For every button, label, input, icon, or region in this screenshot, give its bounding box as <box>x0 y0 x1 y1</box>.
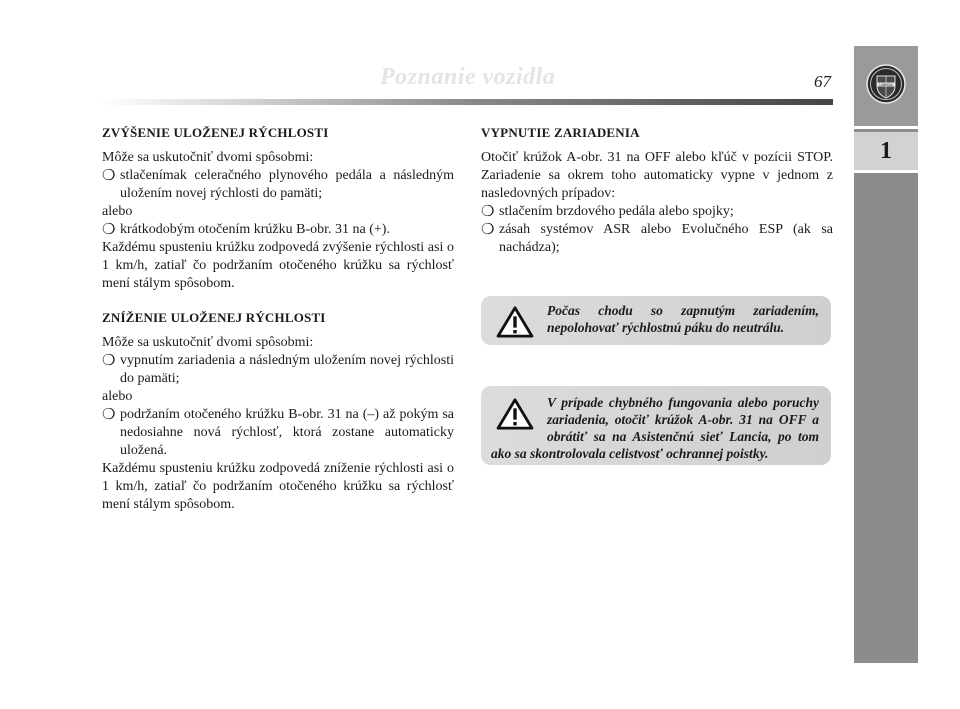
warning-box <box>481 296 831 345</box>
section-heading-decrease-speed: ZNÍŽENIE ULOŽENEJ RÝCHLOSTI <box>102 310 326 325</box>
list-item: ❍ zásah systémov ASR alebo Evolučného ESP (ak sa nachádza); <box>481 222 833 255</box>
section-outro: Každému spusteniu krúžku zodpovedá zníženie rýchlosti asi o 1 km/h, zatiaľ čo podržaním otočeného krúžku sa rýchlosť mení stálym spôsobom. <box>102 461 454 512</box>
list-item: ❍ vypnutím zariadenia a následným uložením novej rýchlosti do pamäti; <box>102 353 454 386</box>
warning-triangle-icon <box>495 398 535 430</box>
right-column <box>481 124 833 257</box>
left-column <box>102 124 454 514</box>
section-intro: Môže sa uskutočniť dvomi spôsobmi: <box>102 150 314 165</box>
warning-text: Počas chodu so zapnutým zariadením, nepolohovať rýchlostnú páku do neutrálu. <box>547 303 819 335</box>
bullet-circle-icon: ❍ <box>102 222 116 238</box>
bullet-circle-icon: ❍ <box>481 222 495 238</box>
section-outro: Každému spusteniu krúžku zodpovedá zvýšenie rýchlosti asi o 1 km/h, zatiaľ čo podržaním otočeného krúžku sa rýchlosť mení stálym spôsobom. <box>102 240 454 291</box>
list-item: ❍ krátkodobým otočením krúžku B-obr. 31 na (+). <box>102 222 390 238</box>
warning-text: V prípade chybného fungovania alebo poruchy zariadenia, otočiť krúžok A-obr. 31 na OFF a obrátiť sa na Asistenčnú sieť Lancia, po tom ako sa skontrolovala celistvosť ochrannej poistky. <box>491 395 819 461</box>
section-intro: Otočiť krúžok A-obr. 31 na OFF alebo kľúč v pozícii STOP. Zariadenie sa okrem toho automaticky vypne v jednom z nasledovných prípadov: <box>481 150 833 201</box>
bullet-circle-icon: ❍ <box>481 204 495 220</box>
list-item: ❍ stlačenímak celeračného plynového pedála a následným uložením novej rýchlosti do pamäti; <box>102 168 454 201</box>
section-intro: Môže sa uskutočniť dvomi spôsobmi: <box>102 335 314 350</box>
chapter-number: 1 <box>854 132 918 170</box>
warning-box <box>481 386 831 465</box>
section-heading-switch-off: VYPNUTIE ZARIADENIA <box>481 125 640 140</box>
sidebar-separator <box>854 126 918 129</box>
page-number: 67 <box>814 72 831 91</box>
warning-triangle-icon <box>495 306 535 338</box>
list-item: ❍ podržaním otočeného krúžku B-obr. 31 na (–) až pokým sa nedosiahne nová rýchlosť, ktorá zostane automaticky uložená. <box>102 407 454 458</box>
or-text: alebo <box>102 204 133 219</box>
svg-text:LANCIA: LANCIA <box>879 82 893 87</box>
header-rule <box>100 99 833 105</box>
sidebar-separator <box>854 170 918 173</box>
sidebar-logo-cell <box>854 46 918 126</box>
lancia-shield-logo-icon <box>866 64 906 104</box>
chapter-sidebar <box>854 46 918 663</box>
page-title: Poznanie vozidla <box>380 64 556 90</box>
list-item: ❍ stlačením brzdového pedála alebo spojky; <box>481 204 734 220</box>
bullet-circle-icon: ❍ <box>102 168 116 184</box>
bullet-circle-icon: ❍ <box>102 407 116 423</box>
section-heading-increase-speed: ZVÝŠENIE ULOŽENEJ RÝCHLOSTI <box>102 125 329 140</box>
bullet-circle-icon: ❍ <box>102 353 116 369</box>
or-text: alebo <box>102 389 133 404</box>
